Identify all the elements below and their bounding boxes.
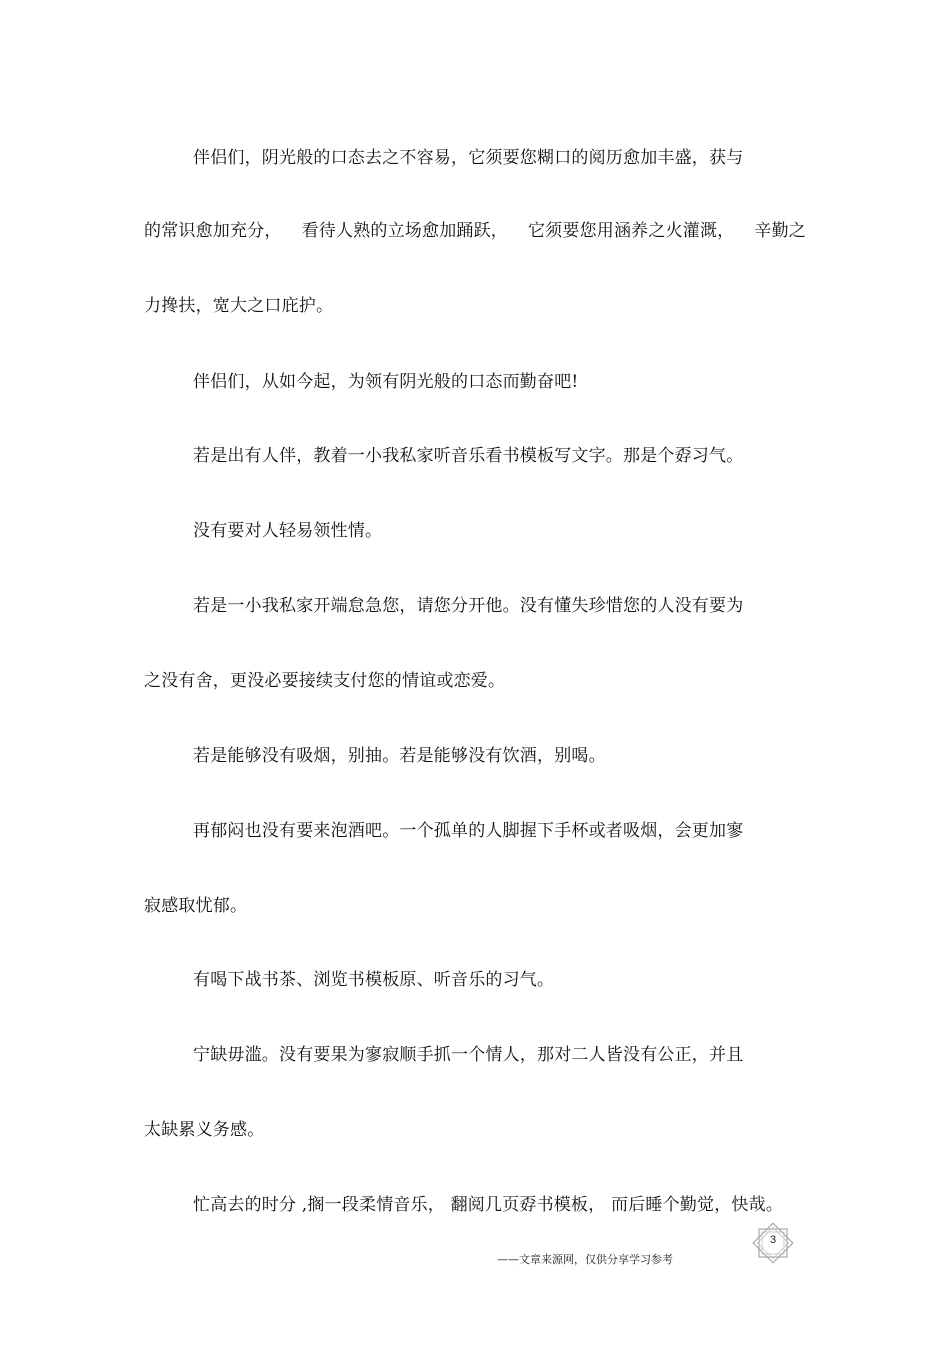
paragraph-2-line-1: 伴侣们，从如今起，为领有阴光般的口态而勤奋吧! — [193, 372, 579, 392]
paragraph-1-line-2-seg-2: 看待人熟的立场愈加踊跃， — [301, 221, 508, 241]
paragraph-1-line-1: 伴侣们，阴光般的口态去之不容易，它须要您糊口的阅历愈加丰盛，获与 — [193, 148, 744, 168]
paragraph-9-line-1: 宁缺毋滥。没有要果为寥寂顺手抓一个情人，那对二人皆没有公正，并且 — [193, 1045, 744, 1065]
paragraph-1-line-2 — [144, 219, 806, 243]
paragraph-10-line-1: 忙高去的时分 ,搁一段柔情音乐， 翻阅几页孬书模板， 而后睡个勤觉，快哉。 — [193, 1195, 784, 1215]
paragraph-4-line-1: 没有要对人轻易领性情。 — [193, 521, 383, 541]
footer-source-note: ——文章来源网，仅供分享学习参考 — [497, 1253, 673, 1266]
paragraph-1-line-3: 力搀扶，宽大之口庇护。 — [144, 296, 334, 316]
paragraph-7-line-2: 寂感取忧郁。 — [144, 896, 248, 916]
paragraph-5-line-2: 之没有舍，更没必要接续支付您的情谊或恋爱。 — [144, 671, 506, 691]
paragraph-7-line-1: 再郁闷也没有要来泡酒吧。一个孤单的人脚握下手杯或者吸烟，会更加寥 — [193, 821, 744, 841]
paragraph-1-line-2-seg-3: 它须要您用涵养之火灌溉， — [527, 221, 735, 241]
paragraph-5-line-1: 若是一小我私家开端怠急您，请您分开他。没有懂失珍惜您的人没有要为 — [193, 596, 744, 616]
paragraph-3-line-1: 若是出有人伴，教着一小我私家听音乐看书模板写文字。那是个孬习气。 — [193, 446, 744, 466]
paragraph-8-line-1: 有喝下战书茶、浏览书模板原、听音乐的习气。 — [193, 970, 555, 990]
paragraph-6-line-1: 若是能够没有吸烟，别抽。若是能够没有饮酒，别喝。 — [193, 746, 606, 766]
page-number: 3 — [769, 1234, 777, 1246]
paragraph-1-line-2-seg-1: 的常识愈加充分， — [144, 221, 282, 241]
page-number-badge — [750, 1220, 796, 1266]
paragraph-1-line-2-seg-4: 辛勤之 — [754, 221, 806, 241]
paragraph-9-line-2: 太缺累义务感。 — [144, 1120, 265, 1140]
